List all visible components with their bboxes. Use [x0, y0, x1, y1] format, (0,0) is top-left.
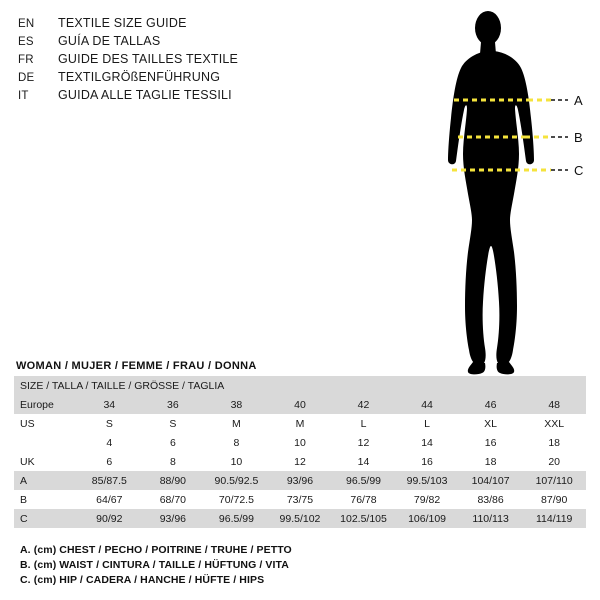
table-cell: 93/96 — [141, 509, 205, 528]
table-cell: L — [395, 414, 459, 433]
row-label: C — [14, 509, 78, 528]
table-cell: L — [332, 414, 396, 433]
table-cell: 18 — [522, 433, 586, 452]
title-lang-code: FR — [18, 54, 34, 66]
table-cell: 79/82 — [395, 490, 459, 509]
table-cell: 90/92 — [78, 509, 142, 528]
table-cell: 12 — [268, 452, 332, 471]
title-text: TEXTILGRÖßENFÜHRUNG — [58, 70, 221, 84]
title-text: TEXTILE SIZE GUIDE — [58, 16, 187, 30]
row-label: A — [14, 471, 78, 490]
size-table — [14, 376, 586, 528]
table-cell: 96.5/99 — [332, 471, 396, 490]
table-cell: XXL — [522, 414, 586, 433]
table-cell: 44 — [395, 395, 459, 414]
row-label: B — [14, 490, 78, 509]
table-cell: 8 — [141, 452, 205, 471]
note-chest: A. (cm) CHEST / PECHO / POITRINE / TRUHE / PETTO — [20, 544, 292, 556]
table-cell: 106/109 — [395, 509, 459, 528]
table-cell: 73/75 — [268, 490, 332, 509]
table-cell: 46 — [459, 395, 523, 414]
note-hip: C. (cm) HIP / CADERA / HANCHE / HÜFTE / HIPS — [20, 574, 265, 586]
table-cell: 104/107 — [459, 471, 523, 490]
table-cell: 16 — [459, 433, 523, 452]
table-cell: M — [205, 414, 269, 433]
table-row — [14, 395, 586, 414]
table-subheader-row — [14, 376, 586, 395]
table-cell: 42 — [332, 395, 396, 414]
table-cell: XL — [459, 414, 523, 433]
title-lang-code: EN — [18, 18, 35, 30]
table-row — [14, 414, 586, 433]
title-lang-code: DE — [18, 72, 35, 84]
title-row — [18, 68, 418, 86]
table-cell: 14 — [332, 452, 396, 471]
table-cell: 14 — [395, 433, 459, 452]
title-lang-code: IT — [18, 90, 29, 102]
table-cell: 68/70 — [141, 490, 205, 509]
table-cell: 36 — [141, 395, 205, 414]
table-cell: 102.5/105 — [332, 509, 396, 528]
table-cell: 110/113 — [459, 509, 523, 528]
table-cell: S — [78, 414, 142, 433]
marker-label-b: B — [574, 130, 583, 145]
title-text: GUIDE DES TAILLES TEXTILE — [58, 52, 239, 66]
table-cell: 10 — [268, 433, 332, 452]
title-row — [18, 50, 418, 68]
table-cell: 10 — [205, 452, 269, 471]
table-cell: 20 — [522, 452, 586, 471]
table-cell: 48 — [522, 395, 586, 414]
table-row — [14, 452, 586, 471]
table-cell: 8 — [205, 433, 269, 452]
table-cell: 40 — [268, 395, 332, 414]
table-cell: 16 — [395, 452, 459, 471]
measurement-notes — [20, 543, 580, 588]
table-cell: 4 — [78, 433, 142, 452]
table-cell: 85/87.5 — [78, 471, 142, 490]
row-label: US — [14, 414, 78, 433]
table-cell: 90.5/92.5 — [205, 471, 269, 490]
row-label: Europe — [14, 395, 78, 414]
note-waist: B. (cm) WAIST / CINTURA / TAILLE / HÜFTUNG / VITA — [20, 559, 289, 571]
title-block — [18, 14, 418, 104]
table-cell: 76/78 — [332, 490, 396, 509]
table-cell: 99.5/102 — [268, 509, 332, 528]
row-label — [14, 433, 78, 452]
table-cell: 88/90 — [141, 471, 205, 490]
title-text: GUIDA ALLE TAGLIE TESSILI — [58, 88, 232, 102]
table-cell: 99.5/103 — [395, 471, 459, 490]
table-cell: 114/119 — [522, 509, 586, 528]
table-cell: M — [268, 414, 332, 433]
table-row — [14, 490, 586, 509]
table-cell: 96.5/99 — [205, 509, 269, 528]
table-row — [14, 471, 586, 490]
marker-label-a: A — [574, 93, 583, 108]
marker-label-c: C — [574, 163, 584, 178]
table-row — [14, 433, 586, 452]
row-label: UK — [14, 452, 78, 471]
size-header-cell: SIZE / TALLA / TAILLE / GRÖSSE / TAGLIA — [14, 376, 586, 395]
size-table-section — [14, 358, 586, 528]
table-cell: 87/90 — [522, 490, 586, 509]
woman-silhouette-icon — [420, 6, 600, 378]
table-cell: 83/86 — [459, 490, 523, 509]
table-cell: 18 — [459, 452, 523, 471]
table-cell: 6 — [141, 433, 205, 452]
table-cell: 70/72.5 — [205, 490, 269, 509]
title-row — [18, 14, 418, 32]
group-label: WOMAN / MUJER / FEMME / FRAU / DONNA — [16, 360, 257, 372]
title-text: GUÍA DE TALLAS — [58, 34, 161, 48]
table-cell: 34 — [78, 395, 142, 414]
title-row — [18, 86, 418, 104]
table-cell: 64/67 — [78, 490, 142, 509]
table-cell: 12 — [332, 433, 396, 452]
table-row — [14, 509, 586, 528]
table-cell: 38 — [205, 395, 269, 414]
table-cell: 6 — [78, 452, 142, 471]
figure-area — [420, 6, 600, 376]
table-cell: 93/96 — [268, 471, 332, 490]
table-cell: 107/110 — [522, 471, 586, 490]
table-cell: S — [141, 414, 205, 433]
title-lang-code: ES — [18, 36, 34, 48]
title-row — [18, 32, 418, 50]
